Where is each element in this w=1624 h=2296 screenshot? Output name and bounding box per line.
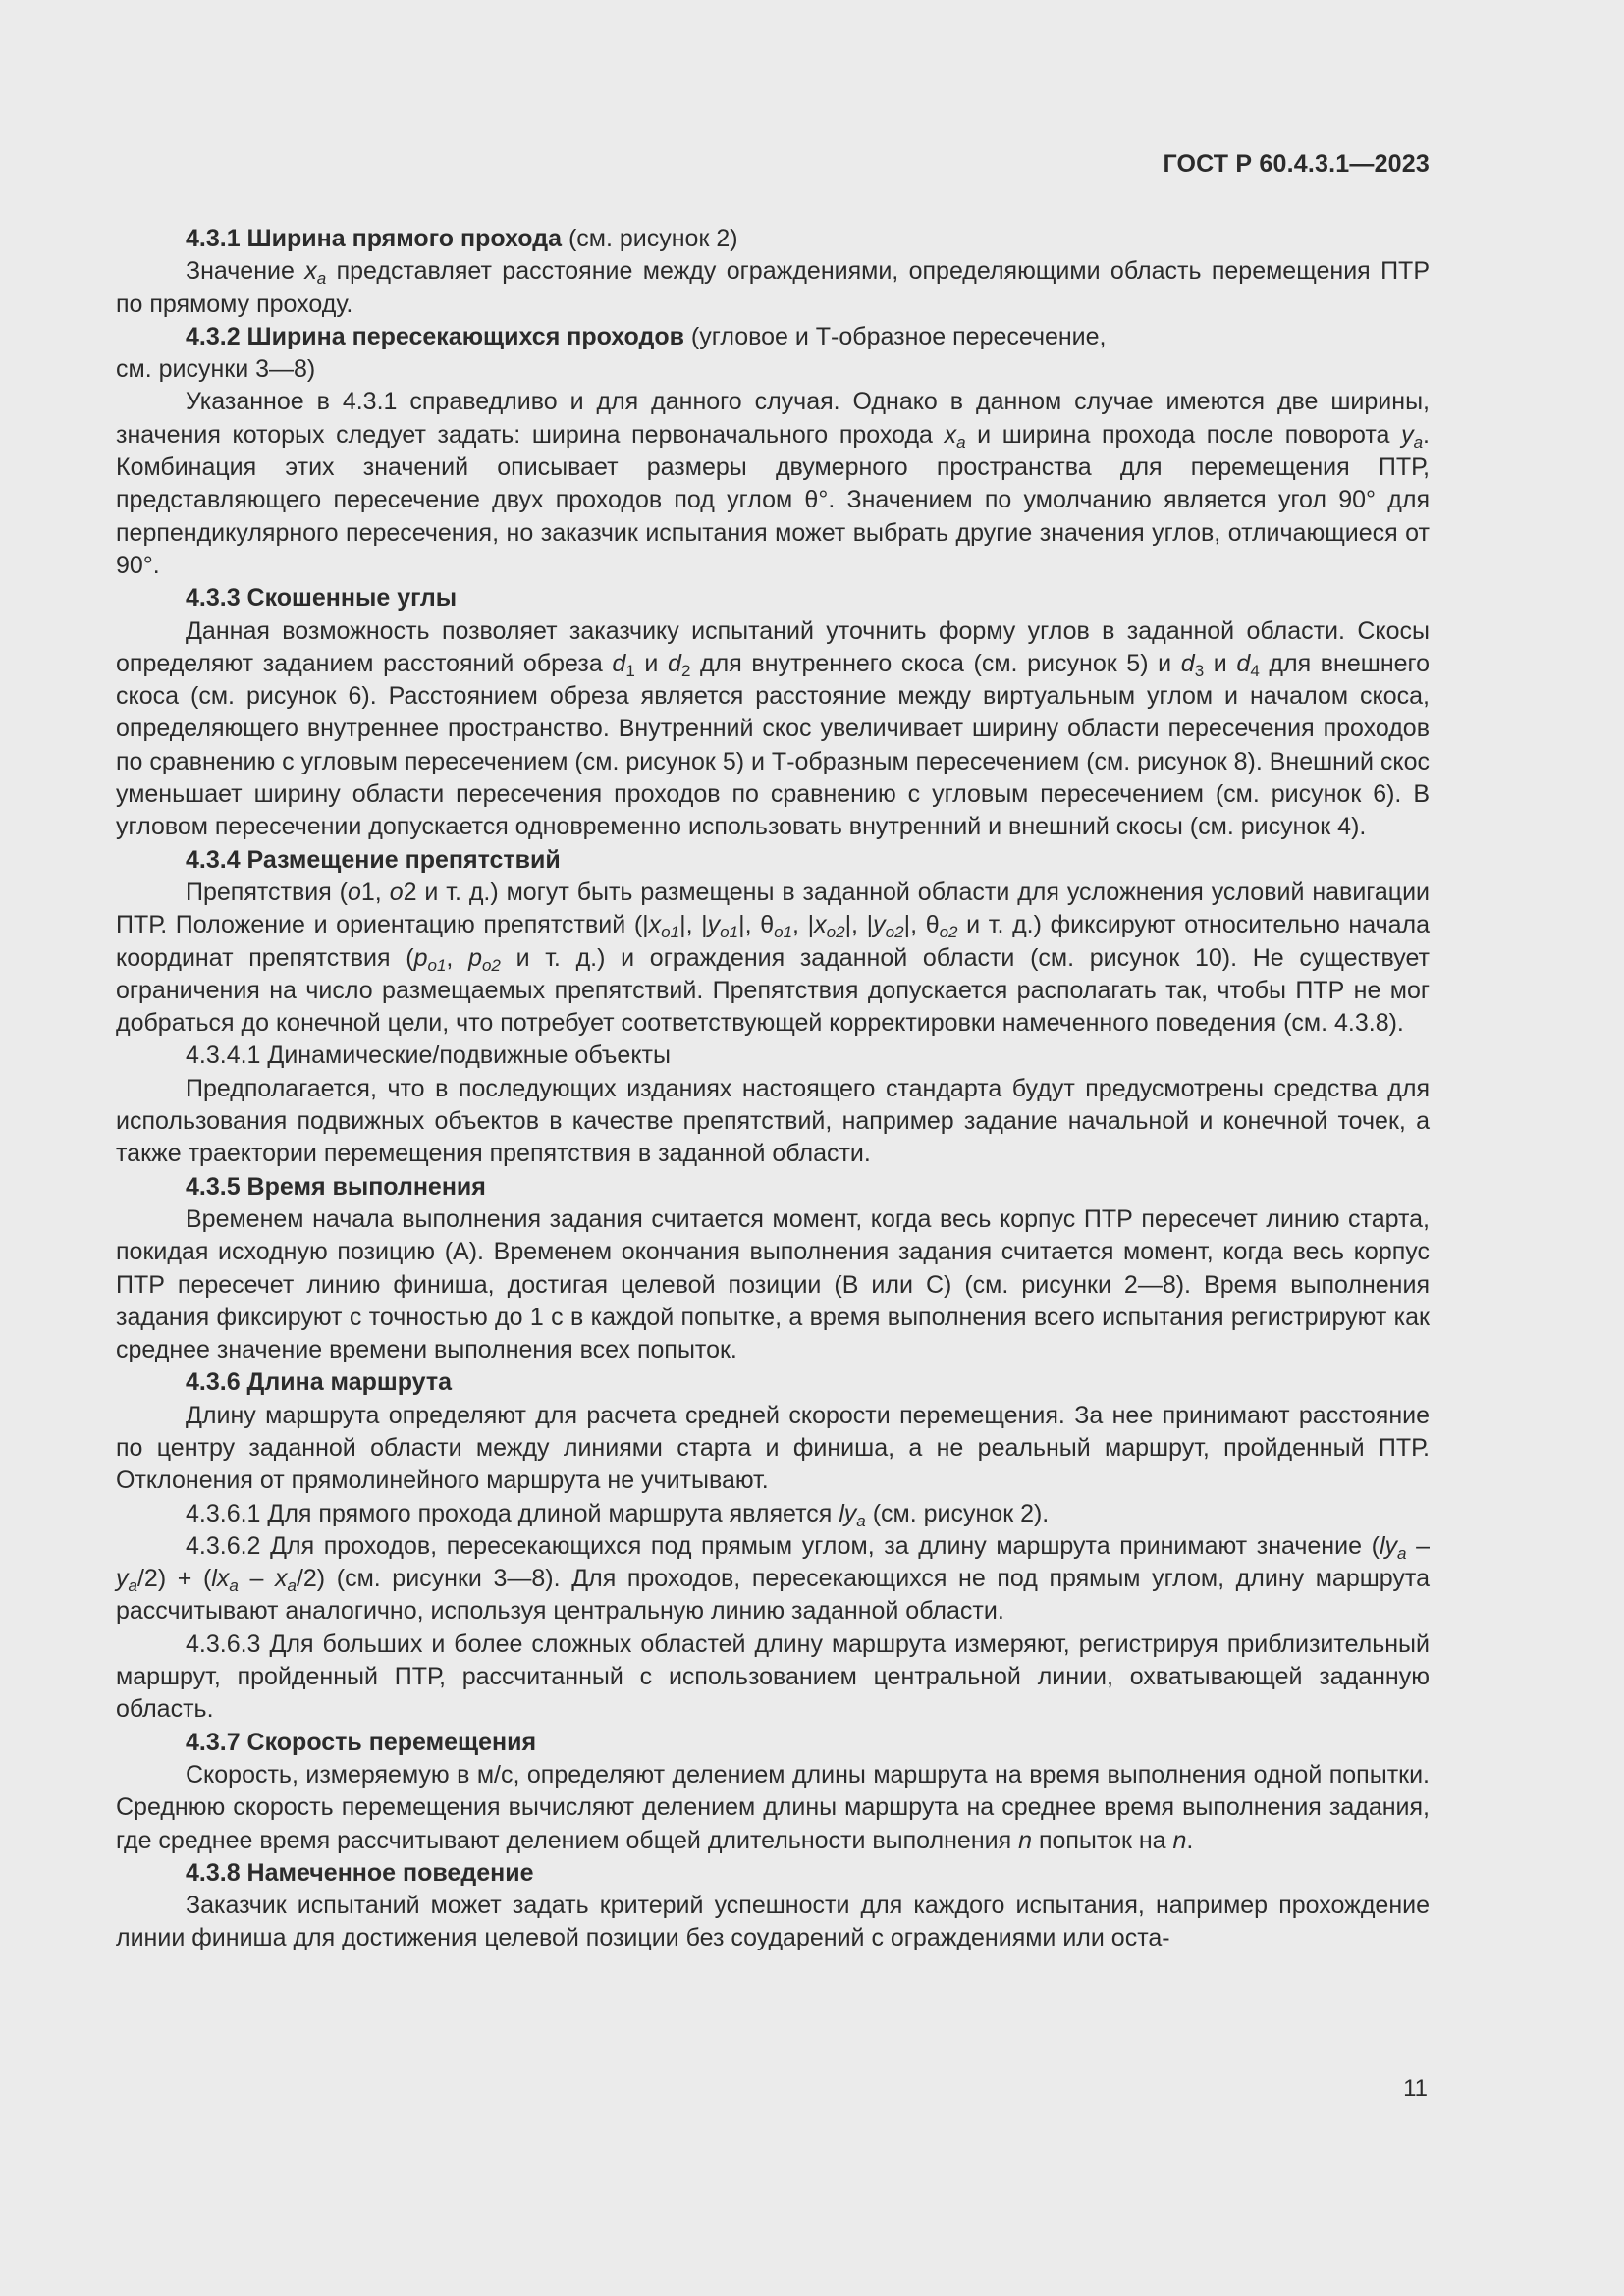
section-4-3-5-heading xyxy=(116,1171,1430,1203)
section-4-3-7-paragraph: Скорость, измеряемую в м/с, определяют делением длины маршрута на время выполнения одной попытки. Среднюю скорость перемещения вычисляют делением длины маршрута на среднее время выполнения задания, где среднее время рассчитывают делением общей длительности выполнения n попыток на n. xyxy=(116,1760,1430,1854)
heading-title: 4.3.7 Скорость перемещения xyxy=(186,1728,537,1756)
section-4-3-2-paragraph: Указанное в 4.3.1 справедливо и для данного случая. Однако в данном случае имеются две ширины, значения которых следует задать: ширина первоначального прохода $x_a$ и ширина прохода после поворота $y_a$. Комбинация этих значений описывает размеры двумерного пространства для перемещения ПТР, представляющего пересечение двух проходов под углом θ°. Значением по умолчанию является угол 90° для перпендикулярного пересечения, но заказчик испытания может выбрать другие значения углов, отличающиеся от 90°. xyxy=(116,388,1430,579)
section-4-3-6-3-paragraph: 4.3.6.3 Для больших и более сложных областей длину маршрута измеряют, регистрируя приблизительный маршрут, пройденный ПТР, рассчитанный с использованием центральной линии, охватывающей заданную область. xyxy=(116,1629,1430,1724)
heading-title: 4.3.3 Скошенные углы xyxy=(186,584,458,613)
section-4-3-7-heading xyxy=(116,1727,1430,1759)
section-4-3-8-paragraph: Заказчик испытаний может задать критерий успешности для каждого испытания, например прохождение линии финиша для достижения целевой позиции без соударений с ограждениями или оста- xyxy=(116,1892,1430,1952)
section-4-3-4-1-heading: 4.3.4.1 Динамические/подвижные объекты xyxy=(186,1041,671,1070)
page-number: 11 xyxy=(1403,2075,1428,2102)
heading-title: 4.3.1 Ширина прямого прохода xyxy=(186,225,563,252)
section-4-3-3-heading xyxy=(116,582,1430,614)
section-4-3-4-heading xyxy=(116,844,1430,877)
section-4-3-8-heading xyxy=(116,1857,1430,1890)
section-4-3-3-paragraph: Данная возможность позволяет заказчику испытаний уточнить форму углов в заданной области. Скосы определяют заданием расстояний обреза $d_1$ и $d_2$ для внутреннего скоса (см. рисунок 5) и $d_3$ и $d_4$ для внешнего скоса (см. рисунок 6). Расстоянием обреза является расстояние между виртуальным углом и началом скоса, определяющего внутреннее пространство. Внутренний скос увеличивает ширину области пересечения проходов по сравнению с угловым пересечением (см. рисунок 5) и Т-образным пересечением (см. рисунок 8). Внешний скос уменьшает ширину области пересечения проходов по сравнению с угловым пересечением (см. рисунок 6). В угловом пересечении допускается одновременно использовать внутренний и внешний скосы (см. рисунок 4). xyxy=(116,616,1431,841)
section-4-3-4-paragraph: Препятствия (o1, o2 и т. д.) могут быть размещены в заданной области для усложнения условий навигации ПТР. Положение и ориентацию препятствий ($|x_{o1}|$, $|y_{o1}|$, $\theta_{o1}$, $|x_{o2}|$, $|y_{o2}|$, $\theta_{o2}$ и т. д.) фиксируют относительно начала координат препятствия ($p_{o1}$, $p_{o2}$ и т. д.) и ограждения заданной области (см. рисунок 10). Не существует ограничения на число размещаемых препятствий. Препятствия допускается располагать так, чтобы ПТР не мог добраться до конечной цели, что потребует соответствующей корректировки намеченного поведения (см. 4.3.8). xyxy=(116,878,1431,1038)
document-code-header: ГОСТ Р 60.4.3.1—2023 xyxy=(1163,150,1430,178)
section-4-3-1-heading: 4.3.1 Ширина прямого прохода (см. рисунок 2) xyxy=(186,225,738,252)
heading-title: 4.3.6 Длина маршрута xyxy=(186,1368,453,1397)
section-4-3-5-paragraph: Временем начала выполнения задания считается момент, когда весь корпус ПТР пересечет линию старта, покидая исходную позицию (А). Временем окончания выполнения задания считается момент, когда весь корпус ПТР пересечет линию финиша, достигая целевой позиции (В или С) (см. рисунки 2—8). Время выполнения задания фиксируют с точностью до 1 с в каждой попытке, а время выполнения всего испытания регистрируют как среднее значение времени выполнения всех попыток. xyxy=(116,1204,1430,1364)
section-4-3-6-1-paragraph: 4.3.6.1 Для прямого прохода длиной маршрута является $ly_a$ (см. рисунок 2). xyxy=(186,1499,1050,1530)
section-4-3-2-heading-cont: см. рисунки 3—8) xyxy=(116,355,316,384)
page-body xyxy=(116,223,1430,1955)
heading-title: 4.3.2 Ширина пересекающихся проходов xyxy=(186,322,684,350)
heading-title: 4.3.8 Намеченное поведение xyxy=(186,1858,534,1887)
section-4-3-4-1-paragraph: Предполагается, что в последующих изданиях настоящего стандарта будут предусмотрены средства для использования подвижных объектов в качестве препятствий, например задание начальной и конечной точек, а также траектории перемещения препятствия в заданной области. xyxy=(116,1074,1430,1168)
section-4-3-1-paragraph: Значение $x_a$ представляет расстояние между ограждениями, определяющими область перемещения ПТР по прямому проходу. xyxy=(116,257,1430,318)
heading-title: 4.3.4 Размещение препятствий xyxy=(186,845,561,874)
section-4-3-6-heading xyxy=(116,1366,1430,1399)
section-4-3-6-2-paragraph: 4.3.6.2 Для проходов, пересекающихся под прямым углом, за длину маршрута принимают значение $(ly_a - y_a/2) + (lx_a - x_a/2)$ (см. рисунки 3—8). Для проходов, пересекающихся не под прямым углом, длину маршрута рассчитывают аналогично, используя центральную линию заданной области. xyxy=(116,1531,1430,1626)
section-4-3-6-paragraph: Длину маршрута определяют для расчета средней скорости перемещения. За нее принимают расстояние по центру заданной области между линиями старта и финиша, а не реальный маршрут, пройденный ПТР. Отклонения от прямолинейного маршрута не учитывают. xyxy=(116,1401,1430,1495)
section-4-3-2-heading: 4.3.2 Ширина пересекающихся проходов (угловое и Т-образное пересечение, xyxy=(186,322,1107,350)
heading-title: 4.3.5 Время выполнения xyxy=(186,1172,486,1201)
